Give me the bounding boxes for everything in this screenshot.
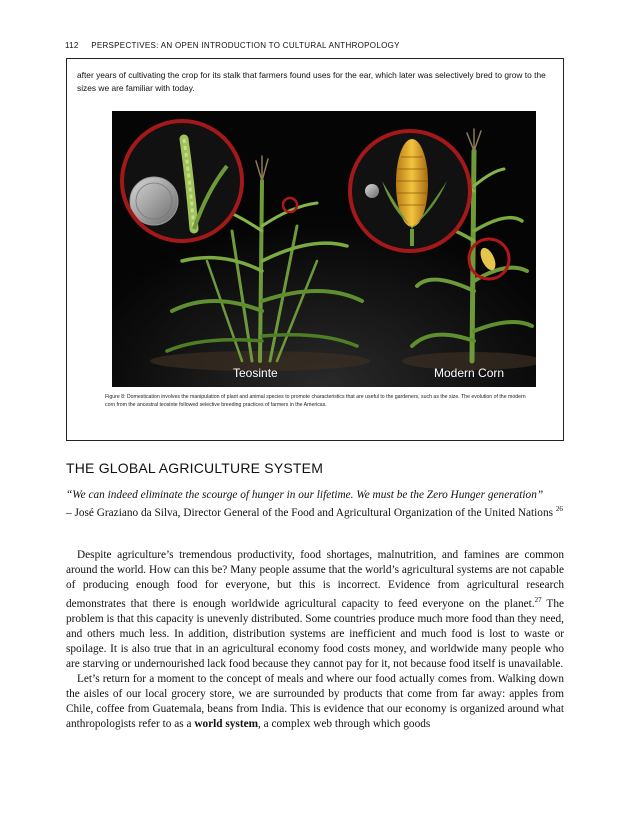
modern-corn-label: Modern Corn [434, 366, 505, 380]
quote-text: “We can indeed eliminate the scourge of hunger in our lifetime. We must be the Zero Hunger generation” [66, 489, 544, 501]
teosinte-inset [122, 121, 242, 241]
corn-illustration [112, 111, 536, 387]
section-heading: THE GLOBAL AGRICULTURE SYSTEM [66, 460, 324, 476]
figure-box [66, 58, 564, 441]
box-text: after years of cultivating the crop for its stalk that farmers found uses for the ear, which later was selectively bred to grow to the sizes we are familiar with today. [77, 70, 546, 93]
teosinte-corn-figure [112, 111, 536, 387]
term-world-system: world system [194, 717, 259, 730]
teosinte-label: Teosinte [233, 366, 278, 380]
footnote-ref-27[interactable]: 27 [534, 596, 542, 604]
quote-attribution: – José Graziano da Silva, Director General of the Food and Agricultural Organization of the United Nations $^{26}$ [66, 505, 563, 519]
paragraph-1: Despite agriculture’s tremendous productivity, food shortages, malnutrition, and famines are common around the world. How can this be? Many people assume that the world’s agricultural systems are not capable of producing enough food for everyone, but this is incorrect. Evidence from agricultural research demonstrates that there is enough worldwide agricultural capacity to feed everyone on the planet.$^{27}$ The problem is that this capacity is unevenly distributed. Some countries produce much more food than they need, and others much less. In addition, distribution systems are inefficient and much food is lost to waste or spoilage. It is also true that in an agricultural economy food costs money, and worldwide many people who are starving or undernourished lack food because they cannot pay for it, not because food itself is unavailable. [66, 549, 564, 670]
modern-corn-inset [350, 131, 470, 251]
epigraph [66, 488, 564, 520]
book-title: PERSPECTIVES: AN OPEN INTRODUCTION TO CULTURAL ANTHROPOLOGY [91, 41, 400, 50]
figure-caption: Figure 8: Domestication involves the manipulation of plant and animal species to promote characteristics that are useful to the gardeners, such as the size. The evolution of the modern corn from the ancestral teosinte followed selective breeding practices of farmers in the Americas. [105, 394, 526, 408]
paragraph-2: Let’s return for a moment to the concept of meals and where our food actually comes from. Walking down the aisles of our local grocery store, we are surrounded by products that come from far away: apples from Chile, coffee from Guatemala, beans from India. This is evidence that our economy is organized around what anthropologists refer to as a world system, a complex web through which goods [66, 672, 564, 730]
footnote-ref-26[interactable]: 26 [555, 505, 563, 513]
running-header [65, 41, 400, 50]
page-number: 112 [65, 41, 79, 50]
body-text [66, 548, 564, 732]
